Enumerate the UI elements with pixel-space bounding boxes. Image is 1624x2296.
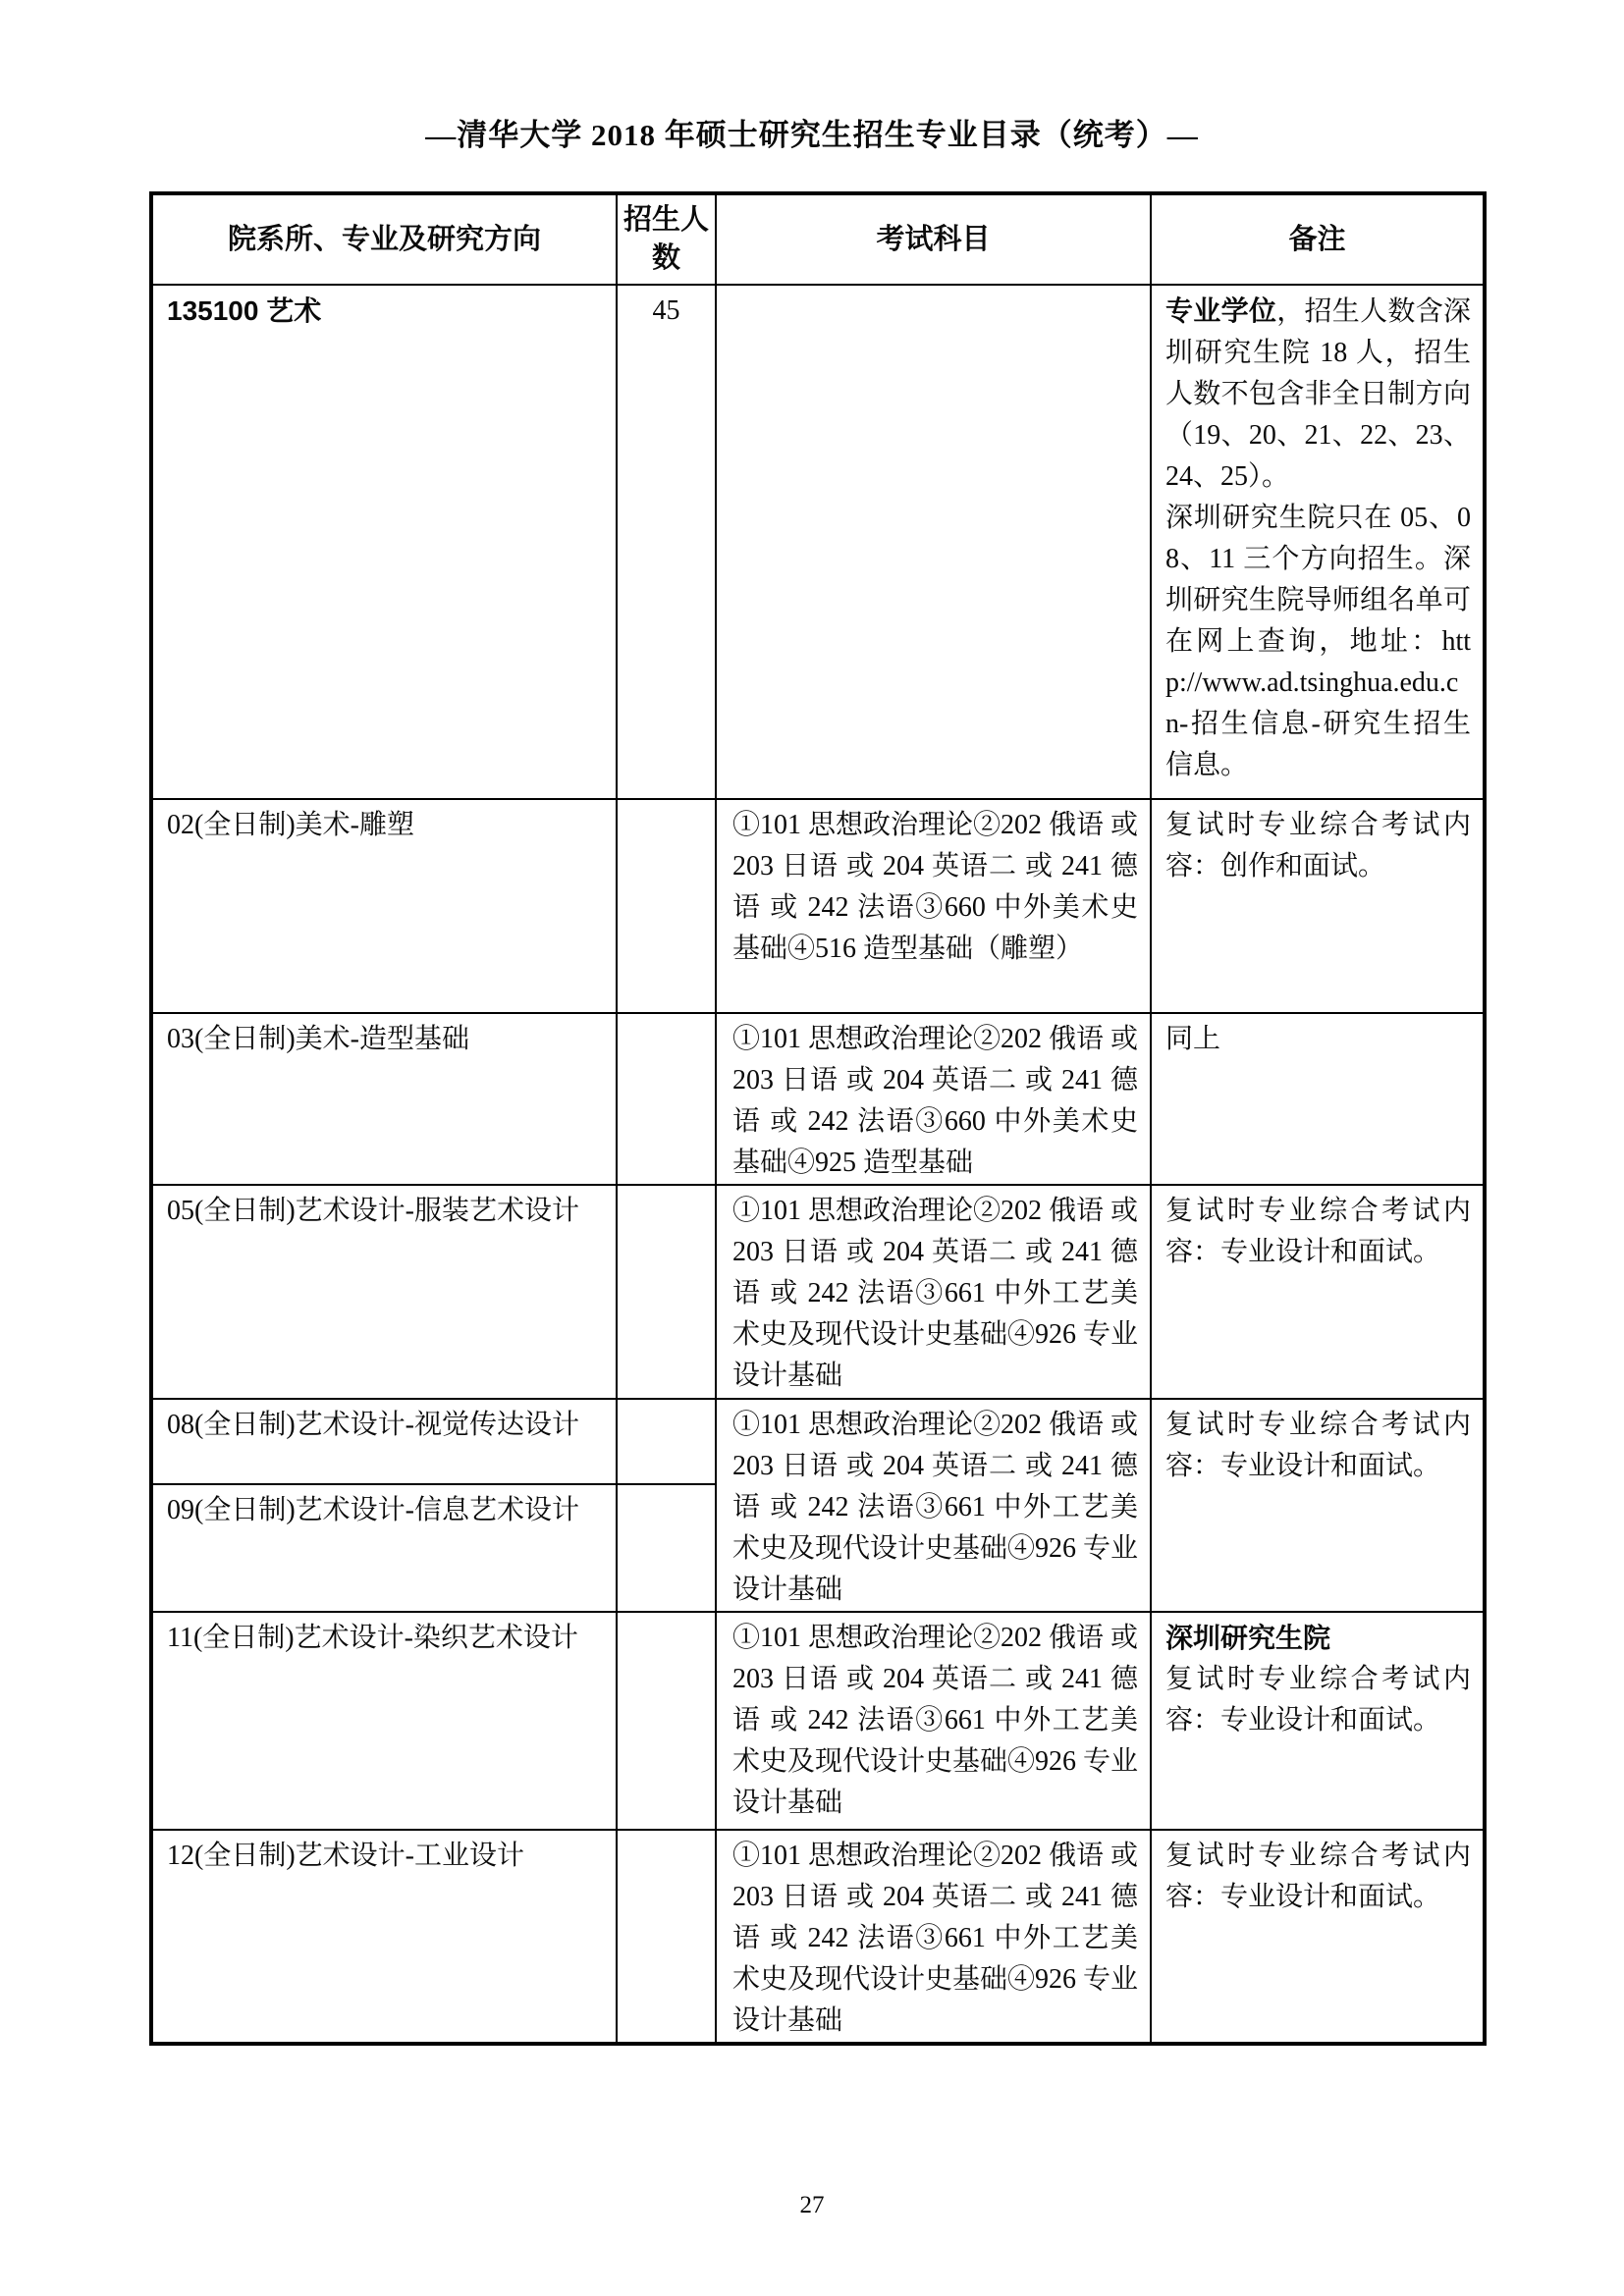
table-row xyxy=(151,1185,1485,1399)
remark-cell: 复试时专业综合考试内容：专业设计和面试。 xyxy=(1151,1399,1485,1612)
quota-cell xyxy=(617,1399,716,1484)
direction-cell: 09(全日制)艺术设计-信息艺术设计 xyxy=(151,1484,617,1612)
table-row xyxy=(151,799,1485,1013)
table-row xyxy=(151,1399,1485,1484)
table-header-row xyxy=(151,193,1485,285)
header-remark: 备注 xyxy=(1151,193,1485,285)
remark-text: 深圳研究生院只在 05、08、11 三个方向招生。深圳研究生院导师组名单可在网上查询，地址：http://www.ad.tsinghua.edu.cn-招生信息-研究生招生信息。 xyxy=(1165,503,1471,780)
exam-cell xyxy=(716,285,1151,799)
header-direction: 院系所、专业及研究方向 xyxy=(151,193,617,285)
remark-cell xyxy=(1151,285,1485,799)
page-title: —清华大学 2018 年硕士研究生招生专业目录（统考）— xyxy=(425,118,1199,152)
exam-cell: ①101 思想政治理论②202 俄语 或 203 日语 或 204 英语二 或 241 德语 或 242 法语③660 中外美术史基础④925 造型基础 xyxy=(716,1013,1151,1185)
table-row xyxy=(151,285,1485,799)
remark-bold-lead: 专业学位 xyxy=(1165,295,1277,326)
quota-cell xyxy=(617,1013,716,1185)
direction-cell xyxy=(151,285,617,799)
remark-cell: 复试时专业综合考试内容：专业设计和面试。 xyxy=(1151,1830,1485,2044)
quota-cell xyxy=(617,1185,716,1399)
header-quota: 招生人数 xyxy=(617,193,716,285)
exam-cell: ①101 思想政治理论②202 俄语 或 203 日语 或 204 英语二 或 241 德语 或 242 法语③661 中外工艺美术史及现代设计史基础④926 专业设计基础 xyxy=(716,1830,1151,2044)
table-row xyxy=(151,1830,1485,2044)
page-number: 27 xyxy=(799,2192,825,2218)
remark-bold-lead: 深圳研究生院 xyxy=(1165,1623,1331,1653)
remark-text: ，招生人数含深圳研究生院 18 人，招生人数不包含非全日制方向（19、20、21、22、23、24、25）。 xyxy=(1165,296,1471,492)
quota-cell: 45 xyxy=(617,285,716,799)
remark-cell: 同上 xyxy=(1151,1013,1485,1185)
direction-cell: 12(全日制)艺术设计-工业设计 xyxy=(151,1830,617,2044)
quota-cell xyxy=(617,799,716,1013)
remark-text: 复试时专业综合考试内容：专业设计和面试。 xyxy=(1165,1664,1471,1735)
exam-cell: ①101 思想政治理论②202 俄语 或 203 日语 或 204 英语二 或 241 德语 或 242 法语③661 中外工艺美术史及现代设计史基础④926 专业设计基础 xyxy=(716,1399,1151,1612)
table-row xyxy=(151,1013,1485,1185)
direction-cell: 11(全日制)艺术设计-染织艺术设计 xyxy=(151,1612,617,1830)
remark-cell: 复试时专业综合考试内容：专业设计和面试。 xyxy=(1151,1185,1485,1399)
quota-cell xyxy=(617,1484,716,1612)
exam-cell: ①101 思想政治理论②202 俄语 或 203 日语 或 204 英语二 或 241 德语 或 242 法语③660 中外美术史基础④516 造型基础（雕塑） xyxy=(716,799,1151,1013)
exam-cell: ①101 思想政治理论②202 俄语 或 203 日语 或 204 英语二 或 241 德语 或 242 法语③661 中外工艺美术史及现代设计史基础④926 专业设计基础 xyxy=(716,1612,1151,1830)
table-row xyxy=(151,1612,1485,1830)
direction-cell: 05(全日制)艺术设计-服装艺术设计 xyxy=(151,1185,617,1399)
quota-cell xyxy=(617,1612,716,1830)
exam-cell: ①101 思想政治理论②202 俄语 或 203 日语 或 204 英语二 或 241 德语 或 242 法语③661 中外工艺美术史及现代设计史基础④926 专业设计基础 xyxy=(716,1185,1151,1399)
header-exam: 考试科目 xyxy=(716,193,1151,285)
direction-cell: 02(全日制)美术-雕塑 xyxy=(151,799,617,1013)
direction-cell: 08(全日制)艺术设计-视觉传达设计 xyxy=(151,1399,617,1484)
quota-cell xyxy=(617,1830,716,2044)
admissions-table xyxy=(149,191,1487,2046)
remark-cell xyxy=(1151,1612,1485,1830)
remark-cell: 复试时专业综合考试内容：创作和面试。 xyxy=(1151,799,1485,1013)
direction-cell: 03(全日制)美术-造型基础 xyxy=(151,1013,617,1185)
program-code: 135100 艺术 xyxy=(167,295,322,326)
